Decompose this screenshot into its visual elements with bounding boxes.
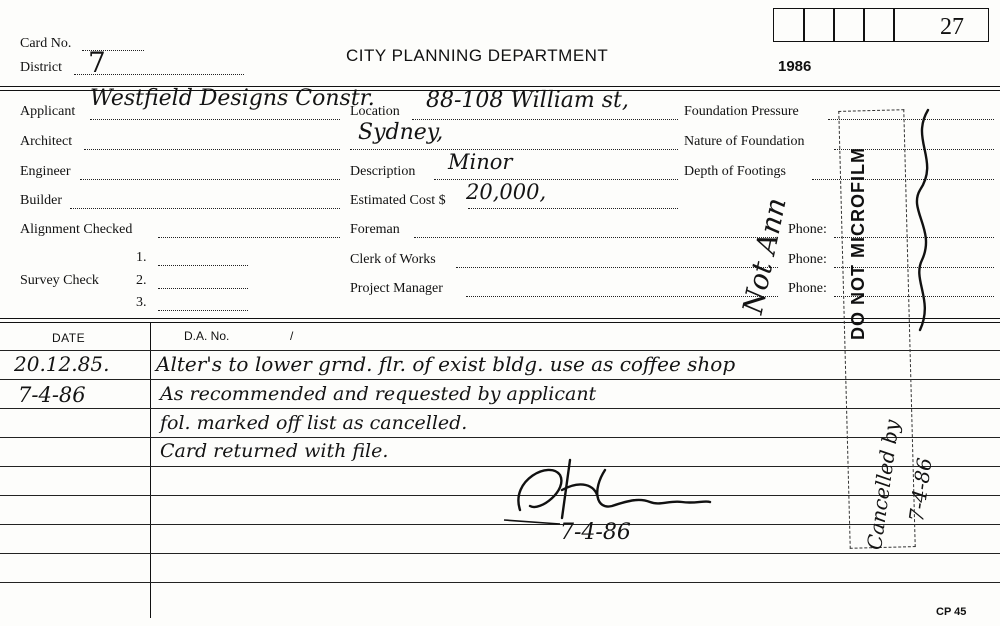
entry-text: As recommended and requested by applicant (160, 383, 597, 405)
entry-text: Card returned with file. (160, 440, 389, 462)
phone-label: Phone: (788, 252, 827, 267)
architect-label: Architect (20, 134, 73, 149)
card-no-label: Card No. (20, 36, 72, 51)
estimated-cost-line (468, 208, 678, 209)
survey-line (158, 310, 248, 311)
builder-label: Builder (20, 193, 62, 208)
form-code: CP 45 (936, 606, 967, 618)
date-column-divider (150, 322, 151, 618)
clerk-label: Clerk of Works (350, 252, 436, 267)
location-label: Location (350, 104, 400, 119)
da-value: / (290, 329, 294, 343)
entry-text: Alter's to lower grnd. flr. of exist bldg. use as coffee shop (156, 352, 736, 376)
number-box (833, 8, 865, 42)
margin-signature (900, 100, 950, 340)
survey-line (158, 288, 248, 289)
architect-line (84, 149, 340, 150)
engineer-label: Engineer (20, 164, 71, 179)
entry-date: 20.12.85. (14, 352, 110, 376)
cancelled-date: 7-4-86 (904, 456, 937, 524)
clerk-line (456, 267, 778, 268)
table-line (0, 582, 1000, 583)
date-header: DATE (52, 331, 86, 345)
number-box (863, 8, 895, 42)
pm-line (466, 296, 778, 297)
applicant-label: Applicant (20, 104, 76, 119)
signature-date: 7-4-86 (560, 520, 631, 545)
district-label: District (20, 60, 62, 75)
cancelled-note: Cancelled by (862, 418, 905, 552)
district-value: 7 (88, 46, 106, 79)
description-label: Description (350, 164, 416, 179)
applicant-value: Westfield Designs Constr. (90, 86, 375, 111)
depth-label: Depth of Footings (684, 164, 786, 179)
location-value: 88-108 William st, (426, 88, 629, 113)
estimated-cost-value: 20,000, (466, 180, 547, 204)
alignment-line (158, 237, 340, 238)
survey-item: 2. (136, 273, 147, 288)
nature-label: Nature of Foundation (684, 134, 805, 149)
margin-note: Not Ann (736, 194, 793, 317)
location-line-2 (350, 149, 678, 150)
do-not-microfilm-stamp: DO NOT MICROFILM (848, 147, 868, 340)
pm-label: Project Manager (350, 281, 443, 296)
estimated-cost-label: Estimated Cost $ (350, 193, 446, 208)
alignment-label: Alignment Checked (20, 222, 133, 237)
card-number: 27 (940, 14, 964, 40)
da-header: D.A. No. (184, 329, 230, 343)
number-box (773, 8, 805, 42)
survey-item: 1. (136, 250, 147, 265)
page-title: CITY PLANNING DEPARTMENT (346, 46, 609, 65)
number-box (803, 8, 835, 42)
phone-label: Phone: (788, 222, 827, 237)
foreman-label: Foreman (350, 222, 400, 237)
survey-line (158, 265, 248, 266)
entry-date: 7-4-86 (18, 383, 86, 407)
builder-line (70, 208, 340, 209)
year: 1986 (778, 58, 812, 75)
description-value: Minor (448, 150, 513, 174)
survey-item: 3. (136, 295, 147, 310)
location-line (412, 119, 678, 120)
foundation-pressure-label: Foundation Pressure (684, 104, 799, 119)
signature (500, 440, 720, 530)
applicant-line (90, 119, 340, 120)
engineer-line (80, 179, 340, 180)
survey-label: Survey Check (20, 273, 99, 288)
foreman-line (414, 237, 778, 238)
table-line (0, 553, 1000, 554)
phone-label: Phone: (788, 281, 827, 296)
location-value-2: Sydney, (358, 120, 444, 145)
entry-text: fol. marked off list as cancelled. (160, 412, 468, 434)
